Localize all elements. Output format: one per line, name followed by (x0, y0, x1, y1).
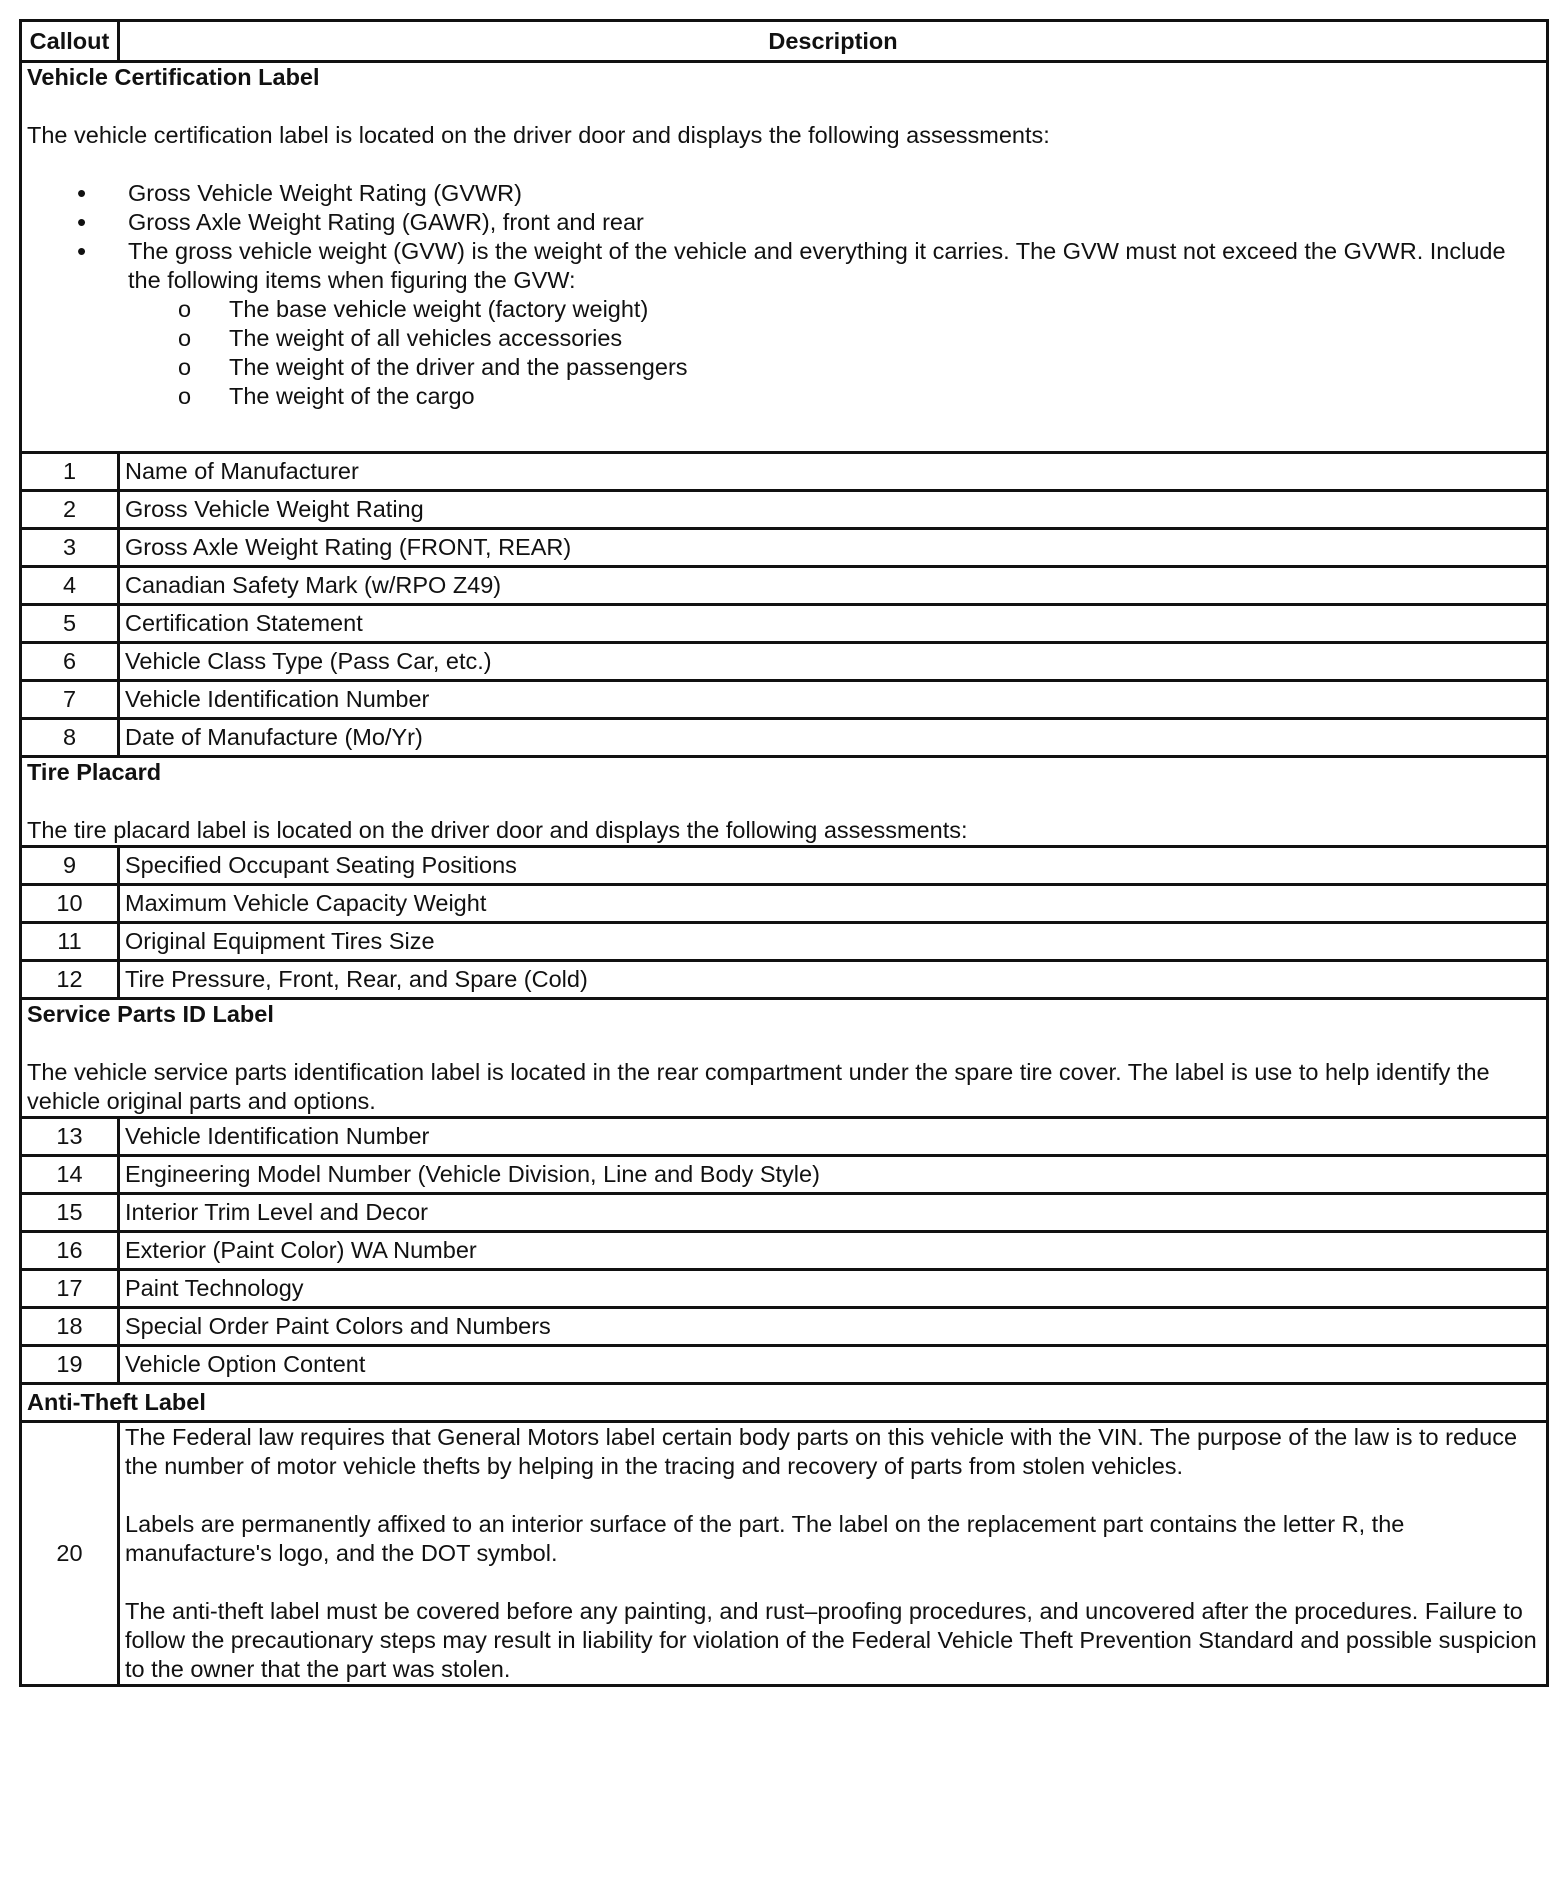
bullet-item (27, 237, 1541, 411)
callout-number: 3 (21, 529, 119, 567)
callout-number: 1 (21, 453, 119, 491)
callout-description: Date of Manufacture (Mo/Yr) (119, 719, 1548, 757)
description-header: Description (119, 21, 1548, 62)
section-title-text: Anti-Theft Label (27, 1389, 206, 1415)
table-row (21, 1232, 1548, 1270)
callout-description: Engineering Model Number (Vehicle Division, Line and Body Style) (119, 1156, 1548, 1194)
callout-number: 13 (21, 1118, 119, 1156)
callout-description: Maximum Vehicle Capacity Weight (119, 885, 1548, 923)
label-callout-table (19, 19, 1549, 1687)
callout-description: Original Equipment Tires Size (119, 923, 1548, 961)
section-service-parts (21, 999, 1548, 1118)
table-row (21, 529, 1548, 567)
section-title: Service Parts ID Label (27, 1001, 274, 1027)
table-row (21, 681, 1548, 719)
table-row (21, 847, 1548, 885)
sub-bullet-list (128, 295, 1541, 411)
callout-number: 9 (21, 847, 119, 885)
sub-bullet-item: o The base vehicle weight (factory weight) (128, 295, 1541, 324)
callout-description: Tire Pressure, Front, Rear, and Spare (Cold) (119, 961, 1548, 999)
callout-description: Certification Statement (119, 605, 1548, 643)
section-intro: The vehicle service parts identification label is located in the rear compartment under the spare tire cover. The label is use to help identify the vehicle original parts and options. (27, 1059, 1490, 1114)
callout-number: 6 (21, 643, 119, 681)
anti-theft-paragraph: The anti-theft label must be covered before any painting, and rust–proofing procedures, and uncovered after the procedures. Failure to follow the precautionary steps may result in liability for violation of the Federal Vehicle Theft Prevention Standard and possible suspicion to the owner that the part was stolen. (125, 1598, 1537, 1682)
callout-description: Vehicle Identification Number (119, 681, 1548, 719)
table-row (21, 1308, 1548, 1346)
callout-description: Name of Manufacturer (119, 453, 1548, 491)
sub-bullet-item: o The weight of the cargo (128, 382, 1541, 411)
bullet-item: • Gross Axle Weight Rating (GAWR), front and rear (27, 208, 1541, 237)
callout-number: 5 (21, 605, 119, 643)
table-row (21, 491, 1548, 529)
section-title: Tire Placard (27, 759, 162, 785)
table-row (21, 923, 1548, 961)
section-title: Vehicle Certification Label (27, 64, 320, 90)
table-row (21, 1270, 1548, 1308)
section-cell (21, 999, 1548, 1118)
callout-number: 11 (21, 923, 119, 961)
callout-description: Canadian Safety Mark (w/RPO Z49) (119, 567, 1548, 605)
section-intro: The tire placard label is located on the driver door and displays the following assessments: (27, 817, 968, 843)
table-row (21, 1194, 1548, 1232)
callout-number: 4 (21, 567, 119, 605)
bullet-item: • Gross Vehicle Weight Rating (GVWR) (27, 179, 1541, 208)
callout-number: 18 (21, 1308, 119, 1346)
table-row (21, 1118, 1548, 1156)
section-cell (21, 62, 1548, 453)
callout-number: 7 (21, 681, 119, 719)
table-row (21, 719, 1548, 757)
table-row (21, 1156, 1548, 1194)
header-row (21, 21, 1548, 62)
table-row (21, 1346, 1548, 1384)
callout-description: Gross Axle Weight Rating (FRONT, REAR) (119, 529, 1548, 567)
table-row (21, 567, 1548, 605)
table-row (21, 1422, 1548, 1686)
callout-number: 19 (21, 1346, 119, 1384)
bullet-list (27, 179, 1541, 411)
table-row (21, 885, 1548, 923)
callout-description: Special Order Paint Colors and Numbers (119, 1308, 1548, 1346)
callout-header: Callout (21, 21, 119, 62)
callout-number: 16 (21, 1232, 119, 1270)
callout-description: Vehicle Option Content (119, 1346, 1548, 1384)
callout-number: 8 (21, 719, 119, 757)
callout-description: Gross Vehicle Weight Rating (119, 491, 1548, 529)
callout-number: 14 (21, 1156, 119, 1194)
section-vehicle-certification (21, 62, 1548, 453)
table-row (21, 605, 1548, 643)
callout-description: Vehicle Identification Number (119, 1118, 1548, 1156)
callout-description: Vehicle Class Type (Pass Car, etc.) (119, 643, 1548, 681)
callout-description: Interior Trim Level and Decor (119, 1194, 1548, 1232)
sub-bullet-item: o The weight of the driver and the passengers (128, 353, 1541, 382)
callout-description: Paint Technology (119, 1270, 1548, 1308)
section-intro: The vehicle certification label is located on the driver door and displays the following assessments: (27, 122, 1050, 148)
sub-bullet-item: o The weight of all vehicles accessories (128, 324, 1541, 353)
callout-number: 2 (21, 491, 119, 529)
table-row (21, 961, 1548, 999)
section-title (21, 1384, 1548, 1422)
callout-description: Exterior (Paint Color) WA Number (119, 1232, 1548, 1270)
callout-description (119, 1422, 1548, 1686)
callout-number: 10 (21, 885, 119, 923)
table-row (21, 643, 1548, 681)
callout-number: 15 (21, 1194, 119, 1232)
callout-number: 17 (21, 1270, 119, 1308)
bullet-text: The gross vehicle weight (GVW) is the weight of the vehicle and everything it carries. The GVW must not exceed the GVWR. Include the following items when figuring the GVW: (128, 238, 1506, 293)
table-row (21, 453, 1548, 491)
section-tire-placard (21, 757, 1548, 847)
anti-theft-paragraph: The Federal law requires that General Motors label certain body parts on this vehicle with the VIN. The purpose of the law is to reduce the number of motor vehicle thefts by helping in the tracing and recovery of parts from stolen vehicles. (125, 1424, 1518, 1479)
section-anti-theft (21, 1384, 1548, 1422)
anti-theft-paragraph: Labels are permanently affixed to an interior surface of the part. The label on the replacement part contains the letter R, the manufacture's logo, and the DOT symbol. (125, 1511, 1405, 1566)
section-cell (21, 757, 1548, 847)
callout-number: 20 (21, 1422, 119, 1686)
callout-number: 12 (21, 961, 119, 999)
callout-description: Specified Occupant Seating Positions (119, 847, 1548, 885)
